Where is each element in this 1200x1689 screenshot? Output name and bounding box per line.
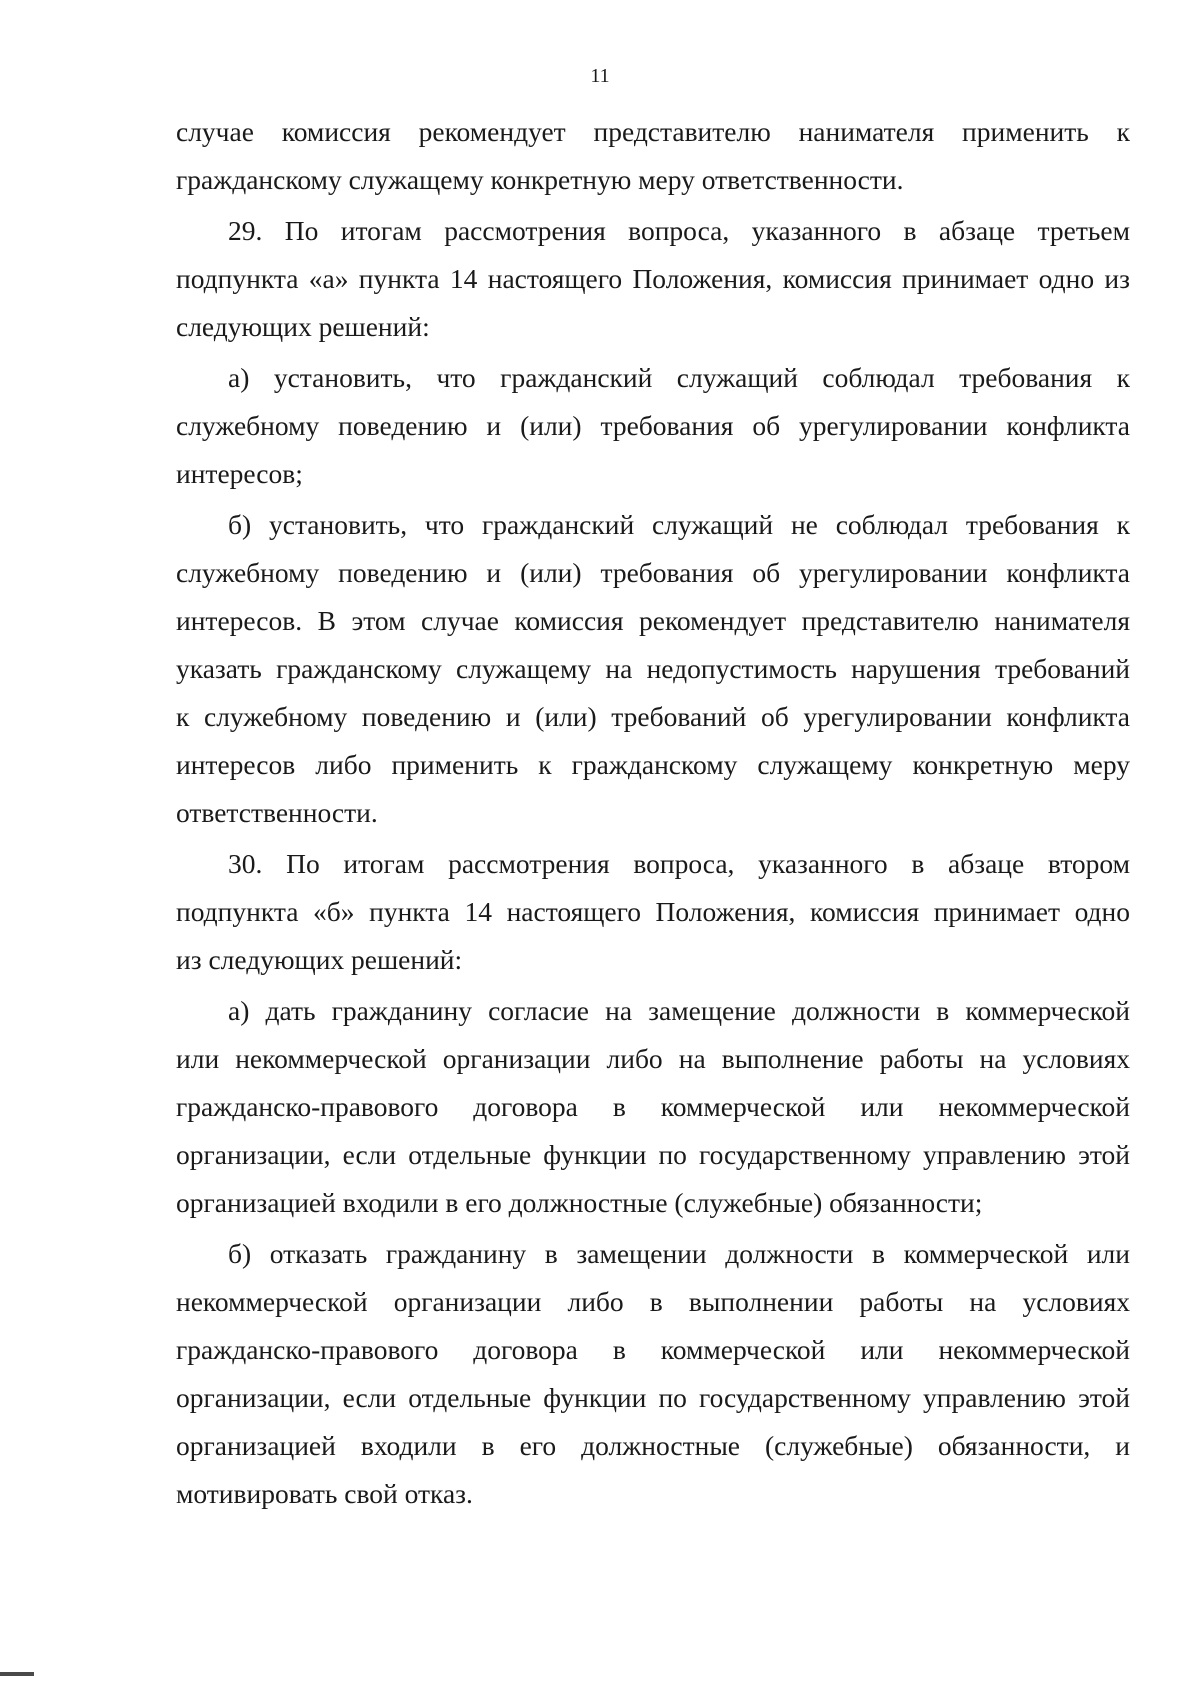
text-line: служебному поведению и (или) требования об урегулировании конфликта [176,410,1130,441]
text-line: организацией входили в его должностные (служебные) обязанности, и [176,1430,1130,1461]
text-line: б) установить, что гражданский служащий не соблюдал требования к [228,509,1130,540]
text-line: указать гражданскому служащему на недопустимость нарушения требований [176,653,1130,684]
paragraph-29 [176,207,1130,351]
paragraph-30-a [176,987,1130,1227]
text-line: интересов; [176,458,303,489]
text-line: интересов либо применить к гражданскому служащему конкретную меру [176,749,1130,780]
text-line: организации, если отдельные функции по государственному управлению этой [176,1382,1130,1413]
page-number: 11 [590,65,610,87]
text-line: ответственности. [176,797,378,828]
text-line: гражданско-правового договора в коммерческой или некоммерческой [176,1334,1130,1365]
text-line: организации, если отдельные функции по государственному управлению этой [176,1139,1130,1170]
text-line: следующих решений: [176,311,430,342]
text-line: интересов. В этом случае комиссия рекомендует представителю нанимателя [176,605,1130,636]
text-line: гражданско-правового договора в коммерческой или некоммерческой [176,1091,1130,1122]
paragraph-continuation [176,108,1130,204]
text-line: организацией входили в его должностные (служебные) обязанности; [176,1187,983,1218]
paragraph-30-b [176,1230,1130,1518]
text-line: а) дать гражданину согласие на замещение должности в коммерческой [228,995,1130,1026]
text-line: 29. По итогам рассмотрения вопроса, указанного в абзаце третьем [228,215,1130,246]
text-line: б) отказать гражданину в замещении должности в коммерческой или [228,1238,1130,1269]
text-line: подпункта «а» пункта 14 настоящего Положения, комиссия принимает одно из [176,263,1130,294]
text-line: или некоммерческой организации либо на выполнение работы на условиях [176,1043,1130,1074]
text-line: подпункта «б» пункта 14 настоящего Положения, комиссия принимает одно [176,896,1130,927]
scan-edge-mark [0,1672,34,1676]
text-line: мотивировать свой отказ. [176,1478,473,1509]
text-line: к служебному поведению и (или) требований об урегулировании конфликта [176,701,1130,732]
text-line: случае комиссия рекомендует представителю нанимателя применить к [176,116,1130,147]
text-line: служебному поведению и (или) требования об урегулировании конфликта [176,557,1130,588]
text-line: гражданскому служащему конкретную меру ответственности. [176,164,904,195]
paragraph-29-a [176,354,1130,498]
document-body [176,108,1130,1518]
text-line: из следующих решений: [176,944,463,975]
text-line: некоммерческой организации либо в выполнении работы на условиях [176,1286,1130,1317]
text-line: а) установить, что гражданский служащий соблюдал требования к [228,362,1130,393]
text-line: 30. По итогам рассмотрения вопроса, указанного в абзаце втором [228,848,1130,879]
paragraph-29-b [176,501,1130,837]
paragraph-30 [176,840,1130,984]
